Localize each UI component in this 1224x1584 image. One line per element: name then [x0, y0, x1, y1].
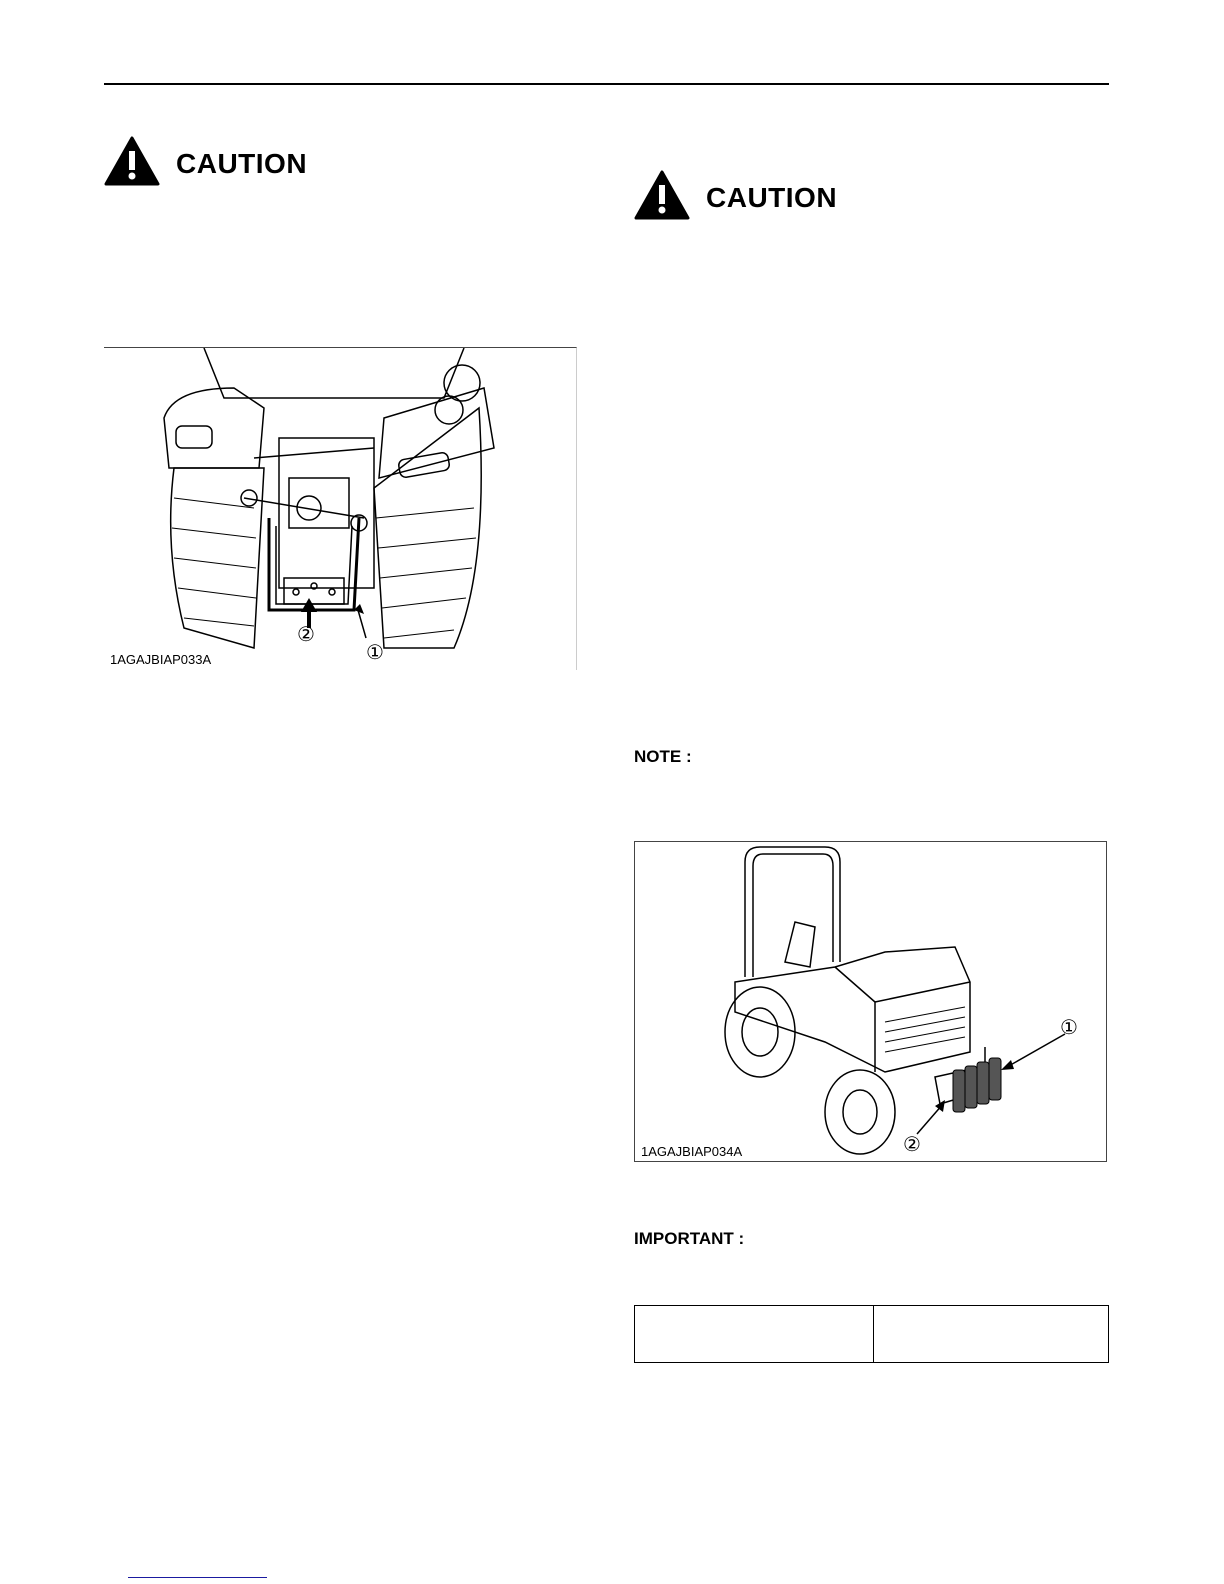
header-rule [104, 83, 1109, 85]
table-cell [874, 1306, 1109, 1363]
callout-1: ① [366, 642, 384, 664]
warning-triangle-icon [634, 170, 690, 225]
callout-2: ② [903, 1134, 921, 1156]
callout-2: ② [297, 624, 315, 646]
rear-hitch-illustration [104, 348, 576, 670]
caution-title: CAUTION [706, 181, 838, 213]
tractor-front-weights-illustration [635, 842, 1106, 1161]
callout-1: ① [1060, 1017, 1078, 1039]
table-row [635, 1306, 1109, 1363]
table-cell [635, 1306, 874, 1363]
spec-table [634, 1305, 1109, 1363]
figure-code: 1AGAJBIAP033A [110, 652, 212, 667]
warning-triangle-icon [104, 136, 160, 191]
caution-title: CAUTION [176, 147, 308, 179]
figure-code: 1AGAJBIAP034A [641, 1144, 743, 1159]
caution-heading-left [104, 136, 307, 191]
note-label: NOTE : [634, 747, 692, 766]
caution-heading-right [634, 170, 837, 225]
important-label: IMPORTANT : [634, 1229, 745, 1248]
figure-front-weights [634, 841, 1107, 1162]
figure-rear-hitch [104, 347, 577, 670]
footer-link-underline[interactable] [128, 1577, 267, 1578]
